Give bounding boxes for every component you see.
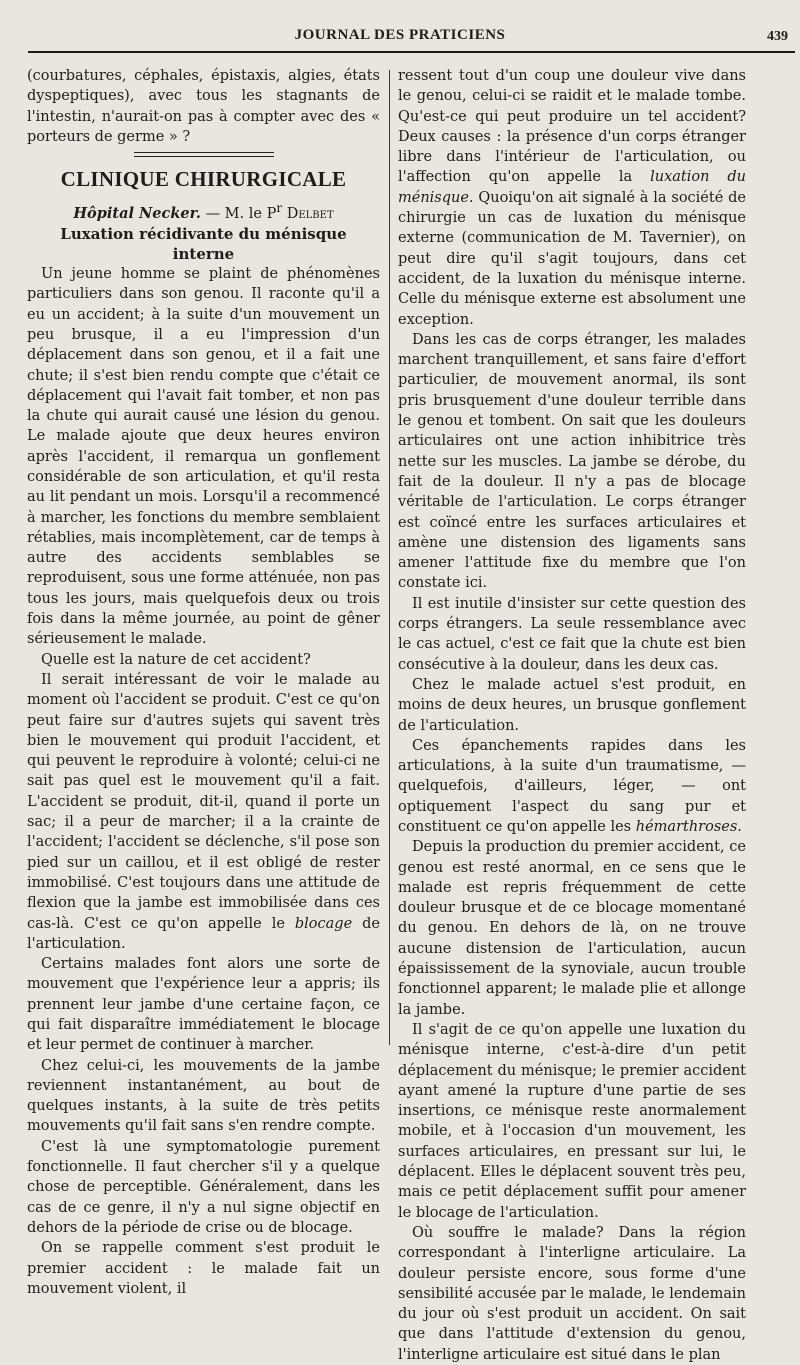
hospital-line — [27, 198, 380, 224]
body-text: de l'articulation. — [27, 915, 380, 952]
page-number: 439 — [767, 29, 788, 44]
running-head — [0, 27, 800, 49]
body-paragraph: Un jeune homme se plaint de phénomènes particuliers dans son genou. Il raconte qu'il a eu un accident; à la suite d'un mouvement un peu brusque, il a eu l'impression d'un déplacement dans son genou, et il a fait une chute; il s'est bien rendu compte que c'était ce déplacement qui l'avait fait tomber, et non pas la chute qui aurait causé une lésion du genou. Le malade ajoute que deux heures environ après l'accident, il remarqua un gonflement considérable de son articulation, et qu'il resta au lit pendant un mois. Lorsqu'il a recommencé à marcher, les fonctions du membre semblaient rétablies, mais incomplètement, car de temps à autre des accidents semblables se reproduisent, sous une forme atténuée, non pas tous les jours, mais quelquefois deux ou trois fois dans la même journée, au point de gêner sérieusement le malade. — [27, 266, 380, 648]
body-paragraph: Où souffre le malade? Dans la région correspondant à l'interligne articulaire. La douleur persiste encore, sous forme d'une sensibilité accusée par le malade, le lendemain du jour où s'est produit un accident. On sait que dans l'attitude d'extension du genou, l'interligne articulaire est situé dans le plan — [398, 1224, 746, 1363]
body-paragraph: Chez le malade actuel s'est produit, en moins de deux heures, un brusque gonflement de l'articulation. — [398, 676, 746, 734]
left-column — [27, 66, 380, 1299]
author-prefix: — M. le P — [200, 206, 277, 223]
body-text: . Quoiqu'on ait signalé à la société de chirurgie un cas de luxation du ménisque externe (communication de M. Tavernier), on peut dire qu'il s'agit toujours, dans cet accident, de la luxation du ménisque interne. Celle du ménisque externe est absolument une exception. — [398, 189, 746, 328]
italic-term: blocage — [294, 915, 353, 932]
author-name: Delbet — [282, 206, 334, 223]
body-text: . — [737, 818, 742, 835]
body-paragraph: Quelle est la nature de cet accident? — [41, 651, 311, 668]
header-rule — [28, 51, 795, 53]
body-text: Ces épanchements rapides dans les articulations, à la suite d'un traumatisme, — quelquefois, d'ailleurs, léger, — ont optiquement l'aspect du sang pur et constituent ce qu'on appelle les — [398, 737, 746, 835]
body-paragraph: Depuis la production du premier accident, ce genou est resté anormal, en ce sens que le malade est repris fréquemment de cette douleur brusque et de ce blocage momentané du genou. En dehors de là, on ne trouve aucune distension de l'articulation, aucun épaississement de la synoviale, aucun trouble fonctionnel apparent; le malade plie et allonge la jambe. — [398, 839, 746, 1018]
section-rule — [134, 152, 274, 157]
body-paragraph: Dans les cas de corps étranger, les malades marchent tranquillement, et sans faire d'effort particulier, de mouvement anormal, ils sont pris brusquement d'une douleur terrible dans le genou et tombent. On sait que les douleurs articulaires ont une action inhibitrice très nette sur les muscles. La jambe se dérobe, du fait de la douleur. Il n'y a pas de blocage véritable de l'articulation. Le corps étranger est coïncé entre les surfaces articulaires et amène une distension des ligaments sans amener l'attitude fixe du membre que l'on constate ici. — [398, 331, 746, 592]
body-text: ressent tout d'un coup une douleur vive dans le genou, celui-ci se raidit et le malade tombe. Qu'est-ce qui peut produire un tel accident? Deux causes : la présence d'un corps étranger libre dans l'intérieur de l'articulation, ou l'affection qu'on appelle la — [398, 68, 746, 186]
body-paragraph: C'est là une symptomatologie purement fonctionnelle. Il faut chercher s'il y a quelque chose de perceptible. Généralement, dans les cas de ce genre, il n'y a nul signe objectif en dehors de la période de crise ou de blocage. — [27, 1138, 380, 1236]
right-column — [398, 66, 746, 1365]
body-text: Il serait intéressant de voir le malade au moment où l'accident se produit. C'est ce qu'on peut faire sur d'autres sujets qui savent très bien le mouvement qui produit l'accident, et qui peuvent le reproduire à volonté; celui-ci ne sait pas quel est le mouvement qu'il a fait. L'accident se produit, dit-il, quand il porte un sac; il a peur de marcher; il a la crainte de l'accident; l'accident se déclenche, s'il pose son pied sur un caillou, et il est obligé de rester immobilisé. C'est toujours dans une attitude de flexion que la jambe est immobilisée dans ces cas-là. C'est ce qu'on appelle le — [27, 671, 380, 932]
body-paragraph: On se rappelle comment s'est produit le premier accident : le malade fait un mouvement violent, il — [27, 1240, 380, 1297]
section-title: CLINIQUE CHIRURGICALE — [60, 167, 347, 192]
continuation-paragraph: (courbatures, céphales, épistaxis, algies, états dyspeptiques), avec tous les stagnants de l'intestin, n'aurait-on pas à compter avec des « porteurs de germe » ? — [27, 68, 380, 145]
italic-term: hémarthroses — [635, 818, 738, 835]
body-paragraph — [398, 66, 746, 330]
body-paragraph: Il est inutile d'insister sur cette question des corps étrangers. La seule ressemblance avec le cas actuel, c'est ce fait que la chute est bien consécutive à la douleur, dans les deux cas. — [398, 595, 746, 673]
journal-title: JOURNAL DES PRATICIENS — [294, 27, 506, 43]
section-header — [27, 152, 380, 192]
body-paragraph — [27, 670, 380, 954]
column-divider — [389, 70, 390, 1045]
author-sup: r — [276, 201, 283, 216]
body-paragraph: Chez celui-ci, les mouvements de la jambe reviennent instantanément, au bout de quelques instants, à la suite de très petits mouvements qu'il fait sans s'en rendre compte. — [27, 1057, 380, 1135]
body-paragraph: Il s'agit de ce qu'on appelle une luxation du ménisque interne, c'est-à-dire d'un petit déplacement du ménisque; le premier accident ayant amené la rupture d'une partie de ses insertions, ce ménisque reste anormalement mobile, et à l'occasion d'un mouvement, les surfaces articulaires, en pressant sur lui, le déplacent. Elles le déplacent souvent très peu, mais ce petit déplacement suffit pour amener le blocage de l'articulation. — [398, 1021, 746, 1221]
article-title: Luxation récidivante du ménisque interne — [60, 225, 347, 264]
italic-term: luxation du ménisque — [398, 169, 747, 206]
body-paragraph: Certains malades font alors une sorte de mouvement que l'expérience leur a appris; ils prennent leur jambe d'une certaine façon, ce qui fait disparaître immédiatement le blocage et leur permet de continuer à marcher. — [27, 956, 380, 1054]
hospital-name: Hôpital Necker. — [73, 205, 201, 223]
body-paragraph — [398, 736, 746, 837]
